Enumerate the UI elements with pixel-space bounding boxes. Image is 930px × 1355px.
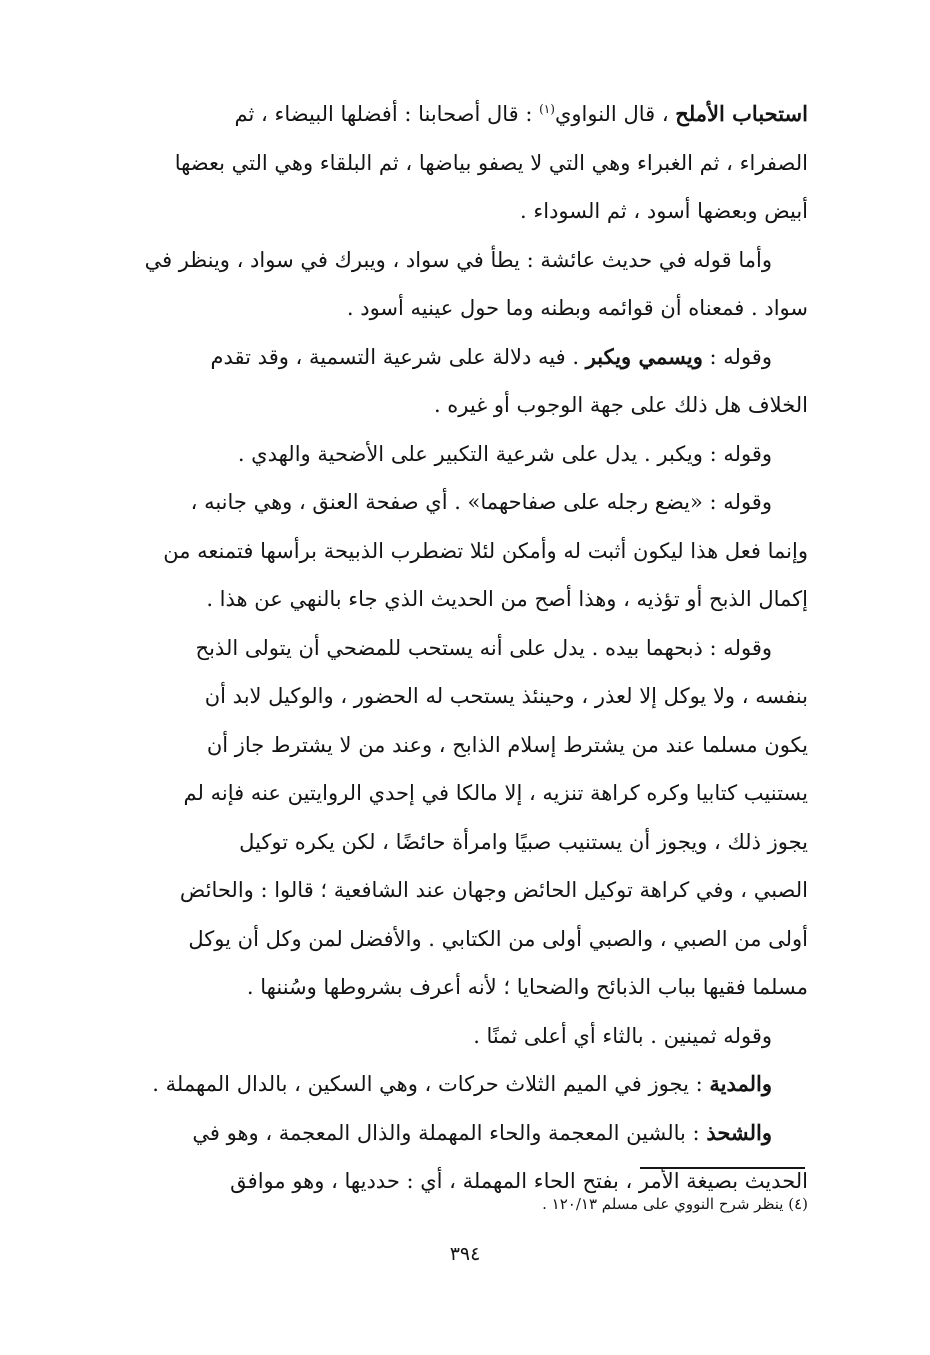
paragraph-aisha-hadith bbox=[136, 236, 808, 333]
text-line: الصبي ، وفي كراهة توكيل الحائض وجهان عند الشافعية ؛ قالوا : والحائض bbox=[179, 878, 808, 902]
text-run: . فيه دلالة على شرعية التسمية ، وقد تقدم bbox=[210, 344, 586, 369]
footnote-reference[interactable]: (١) bbox=[539, 102, 555, 116]
main-text bbox=[136, 90, 808, 1206]
text-line: إكمال الذبح أو تؤذيه ، وهذا أصح من الحديث الذي جاء بالنهي عن هذا . bbox=[206, 587, 808, 611]
text-line: وأما قوله في حديث عائشة : يطأ في سواد ، ويبرك في سواد ، وينظر في bbox=[144, 247, 772, 272]
paragraph-mudya bbox=[136, 1060, 808, 1109]
paragraph-aml-h-preference bbox=[136, 90, 808, 236]
text-line: وقوله : ويكبر . يدل على شرعية التكبير على الأضحية والهدي . bbox=[237, 441, 772, 466]
bold-heading: استحباب الأملح bbox=[675, 101, 808, 126]
text-line bbox=[136, 90, 808, 139]
page-number: ٣٩٤ bbox=[449, 1243, 481, 1265]
text-run: : يجوز في الميم الثلاث حركات ، وهي السكين ، بالدال المهملة . bbox=[152, 1072, 710, 1096]
text-run: ، قال النواوي bbox=[554, 102, 676, 126]
footnote: (٤) ينظر شرح النووي على مسلم ١٢٠/١٣ . bbox=[542, 1195, 808, 1213]
text-line: أبيض وبعضها أسود ، ثم السوداء . bbox=[520, 199, 808, 223]
paragraph-shahdh bbox=[136, 1109, 808, 1206]
text-run: وقوله : bbox=[702, 344, 772, 369]
footnote-divider bbox=[640, 1167, 805, 1169]
text-line: مسلما فقيها بباب الذبائح والضحايا ؛ لأنه أعرف بشروطها وسُننها . bbox=[246, 975, 808, 999]
text-line: الخلاف هل ذلك على جهة الوجوب أو غيره . bbox=[433, 393, 808, 417]
text-line: أولى من الصبي ، والصبي أولى من الكتابي . والأفضل لمن وكل أن يوكل bbox=[188, 926, 808, 951]
paragraph-takbir bbox=[136, 430, 808, 479]
text-line: بنفسه ، ولا يوكل إلا لعذر ، وحينئذ يستحب له الحضور ، والوكيل لابد أن bbox=[204, 684, 808, 708]
text-line: يستنيب كتابيا وكره كراهة تنزيه ، إلا مالكا في إحدي الروايتين عنه فإنه لم bbox=[183, 781, 808, 805]
text-line: الصفراء ، ثم الغبراء وهي التي لا يصفو بياضها ، ثم البلقاء وهي التي بعضها bbox=[174, 150, 808, 175]
text-line: سواد . فمعناه أن قوائمه وبطنه وما حول عينيه أسود . bbox=[346, 296, 808, 320]
text-line bbox=[136, 1060, 808, 1109]
text-line bbox=[136, 1109, 808, 1158]
text-line: وقوله : ذبحهما بيده . يدل على أنه يستحب للمضحي أن يتولى الذبح bbox=[195, 635, 772, 660]
paragraph-placing-foot bbox=[136, 478, 808, 624]
bold-heading: ويسمي ويكبر bbox=[585, 343, 703, 369]
text-run: : بالشين المعجمة والحاء المهملة والذال المعجمة ، وهو في bbox=[192, 1120, 707, 1145]
text-line: وإنما فعل هذا ليكون أثبت له وأمكن لئلا تضطرب الذبيحة برأسها فتمنعه من bbox=[163, 538, 808, 563]
text-line: وقوله ثمينين . بالثاء أي أعلى ثمنًا . bbox=[473, 1023, 772, 1048]
text-line: الحديث بصيغة الأمر ، بفتح الحاء المهملة ، أي : حدديها ، وهو موافق bbox=[230, 1169, 808, 1193]
text-line: وقوله : «يضع رجله على صفاحهما» . أي صفحة العنق ، وهي جانبه ، bbox=[190, 490, 772, 514]
text-line: يكون مسلما عند من يشترط إسلام الذابح ، وعند من لا يشترط جاز أن bbox=[206, 732, 808, 757]
bold-heading: والشحذ bbox=[706, 1119, 772, 1145]
text-line bbox=[136, 333, 808, 382]
paragraph-tasmiya bbox=[136, 333, 808, 430]
paragraph-slaughter-by-hand bbox=[136, 624, 808, 1012]
paragraph-thaminayn bbox=[136, 1012, 808, 1061]
text-line: يجوز ذلك ، ويجوز أن يستنيب صبيًا وامرأة حائضًا ، لكن يكره توكيل bbox=[239, 829, 808, 854]
text-run: : قال أصحابنا : أفضلها البيضاء ، ثم bbox=[234, 102, 540, 126]
bold-heading: والمدية bbox=[709, 1071, 772, 1096]
